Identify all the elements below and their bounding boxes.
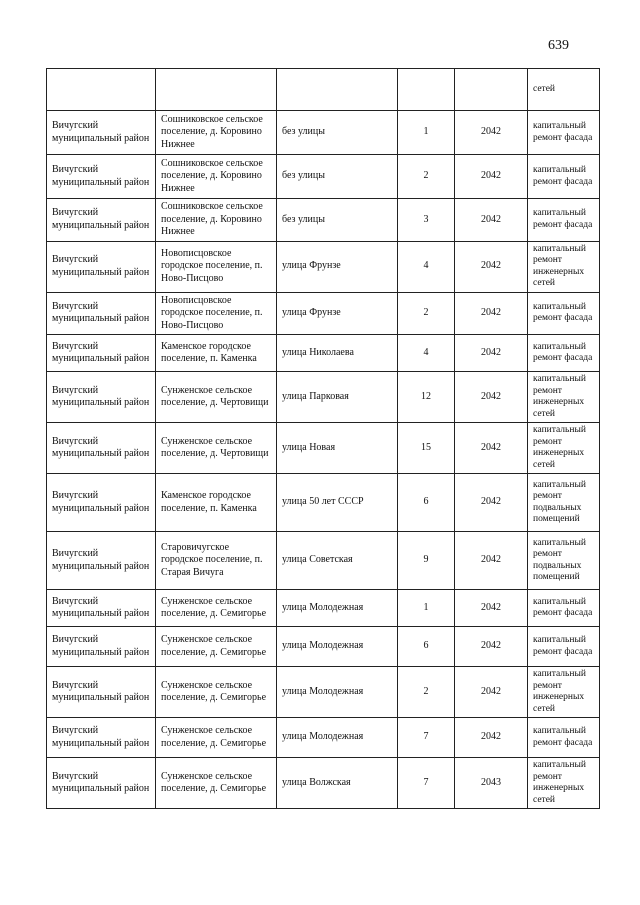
settlement-cell: Сунженское сельское поселение, д. Семигорье (156, 758, 277, 809)
municipal-area-cell: Вичугский муниципальный район (47, 335, 156, 372)
settlement-cell: Сунженское сельское поселение, д. Семигорье (156, 718, 277, 758)
settlement-cell: Сунженское сельское поселение, д. Чертовищи (156, 423, 277, 474)
municipal-area-cell: Вичугский муниципальный район (47, 241, 156, 292)
year-cell: 2042 (455, 241, 528, 292)
settlement-cell: Сунженское сельское поселение, д. Чертовищи (156, 372, 277, 423)
work-type-cell: сетей (528, 69, 600, 111)
work-type-cell: капитальный ремонт фасада (528, 590, 600, 627)
street-cell: улица 50 лет СССР (277, 474, 398, 532)
settlement-cell (156, 69, 277, 111)
work-type-cell: капитальный ремонт подвальных помещений (528, 474, 600, 532)
street-cell: без улицы (277, 155, 398, 199)
work-type-cell: капитальный ремонт инженерных сетей (528, 667, 600, 718)
year-cell: 2042 (455, 199, 528, 242)
year-cell: 2042 (455, 423, 528, 474)
work-type-cell: капитальный ремонт инженерных сетей (528, 423, 600, 474)
settlement-cell: Новописцовское городское поселение, п. Ново-Писцово (156, 241, 277, 292)
municipal-area-cell: Вичугский муниципальный район (47, 718, 156, 758)
work-type-cell: капитальный ремонт фасада (528, 155, 600, 199)
year-cell: 2042 (455, 372, 528, 423)
year-cell: 2042 (455, 532, 528, 590)
settlement-cell: Каменское городское поселение, п. Каменка (156, 335, 277, 372)
municipal-area-cell: Вичугский муниципальный район (47, 590, 156, 627)
settlement-cell: Сошниковское сельское поселение, д. Коровино Нижнее (156, 111, 277, 155)
table-row (47, 423, 600, 474)
year-cell: 2042 (455, 335, 528, 372)
house-number-cell: 2 (398, 155, 455, 199)
street-cell: улица Молодежная (277, 590, 398, 627)
house-number-cell: 9 (398, 532, 455, 590)
work-type-cell: капитальный ремонт фасада (528, 199, 600, 242)
settlement-cell: Сошниковское сельское поселение, д. Коровино Нижнее (156, 155, 277, 199)
house-number-cell: 4 (398, 241, 455, 292)
year-cell: 2042 (455, 718, 528, 758)
street-cell: улица Фрунзе (277, 292, 398, 335)
settlement-cell: Сошниковское сельское поселение, д. Коровино Нижнее (156, 199, 277, 242)
house-number-cell: 6 (398, 627, 455, 667)
year-cell: 2042 (455, 292, 528, 335)
municipal-area-cell: Вичугский муниципальный район (47, 667, 156, 718)
house-number-cell: 12 (398, 372, 455, 423)
house-number-cell: 15 (398, 423, 455, 474)
page-number: 639 (548, 38, 569, 53)
work-type-cell: капитальный ремонт инженерных сетей (528, 758, 600, 809)
table-row (47, 372, 600, 423)
table-row (47, 292, 600, 335)
year-cell: 2042 (455, 667, 528, 718)
house-number-cell: 2 (398, 667, 455, 718)
table-row (47, 627, 600, 667)
street-cell: улица Советская (277, 532, 398, 590)
house-number-cell: 1 (398, 111, 455, 155)
work-type-cell: капитальный ремонт инженерных сетей (528, 241, 600, 292)
table-row (47, 474, 600, 532)
year-cell: 2042 (455, 590, 528, 627)
house-number-cell: 3 (398, 199, 455, 242)
street-cell: улица Николаева (277, 335, 398, 372)
work-type-cell: капитальный ремонт фасада (528, 292, 600, 335)
municipal-area-cell: Вичугский муниципальный район (47, 474, 156, 532)
work-type-cell: капитальный ремонт подвальных помещений (528, 532, 600, 590)
house-number-cell: 1 (398, 590, 455, 627)
house-number-cell: 6 (398, 474, 455, 532)
street-cell: улица Молодежная (277, 627, 398, 667)
municipal-area-cell: Вичугский муниципальный район (47, 199, 156, 242)
settlement-cell: Старовичугское городское поселение, п. Старая Вичуга (156, 532, 277, 590)
year-cell: 2042 (455, 627, 528, 667)
year-cell (455, 69, 528, 111)
settlement-cell: Новописцовское городское поселение, п. Ново-Писцово (156, 292, 277, 335)
municipal-area-cell: Вичугский муниципальный район (47, 372, 156, 423)
municipal-area-cell (47, 69, 156, 111)
municipal-area-cell: Вичугский муниципальный район (47, 292, 156, 335)
table-row (47, 199, 600, 242)
settlement-cell: Сунженское сельское поселение, д. Семигорье (156, 627, 277, 667)
table-row (47, 111, 600, 155)
table-row (47, 718, 600, 758)
street-cell: улица Волжская (277, 758, 398, 809)
municipal-area-cell: Вичугский муниципальный район (47, 758, 156, 809)
street-cell: без улицы (277, 199, 398, 242)
year-cell: 2042 (455, 474, 528, 532)
work-type-cell: капитальный ремонт фасада (528, 718, 600, 758)
registry-table (46, 68, 600, 809)
street-cell: улица Новая (277, 423, 398, 474)
street-cell: улица Молодежная (277, 667, 398, 718)
table-row (47, 532, 600, 590)
work-type-cell: капитальный ремонт инженерных сетей (528, 372, 600, 423)
year-cell: 2042 (455, 111, 528, 155)
street-cell: улица Молодежная (277, 718, 398, 758)
municipal-area-cell: Вичугский муниципальный район (47, 627, 156, 667)
house-number-cell: 2 (398, 292, 455, 335)
table-row (47, 241, 600, 292)
street-cell: улица Фрунзе (277, 241, 398, 292)
work-type-cell: капитальный ремонт фасада (528, 111, 600, 155)
table-row (47, 69, 600, 111)
settlement-cell: Каменское городское поселение, п. Каменка (156, 474, 277, 532)
table-row (47, 335, 600, 372)
house-number-cell: 7 (398, 758, 455, 809)
table-row (47, 590, 600, 627)
street-cell: без улицы (277, 111, 398, 155)
house-number-cell (398, 69, 455, 111)
registry-table-body (47, 69, 600, 809)
municipal-area-cell: Вичугский муниципальный район (47, 111, 156, 155)
municipal-area-cell: Вичугский муниципальный район (47, 155, 156, 199)
municipal-area-cell: Вичугский муниципальный район (47, 532, 156, 590)
table-row (47, 667, 600, 718)
table-row (47, 758, 600, 809)
settlement-cell: Сунженское сельское поселение, д. Семигорье (156, 590, 277, 627)
settlement-cell: Сунженское сельское поселение, д. Семигорье (156, 667, 277, 718)
work-type-cell: капитальный ремонт фасада (528, 335, 600, 372)
table-row (47, 155, 600, 199)
street-cell: улица Парковая (277, 372, 398, 423)
municipal-area-cell: Вичугский муниципальный район (47, 423, 156, 474)
year-cell: 2043 (455, 758, 528, 809)
house-number-cell: 4 (398, 335, 455, 372)
house-number-cell: 7 (398, 718, 455, 758)
year-cell: 2042 (455, 155, 528, 199)
work-type-cell: капитальный ремонт фасада (528, 627, 600, 667)
street-cell (277, 69, 398, 111)
